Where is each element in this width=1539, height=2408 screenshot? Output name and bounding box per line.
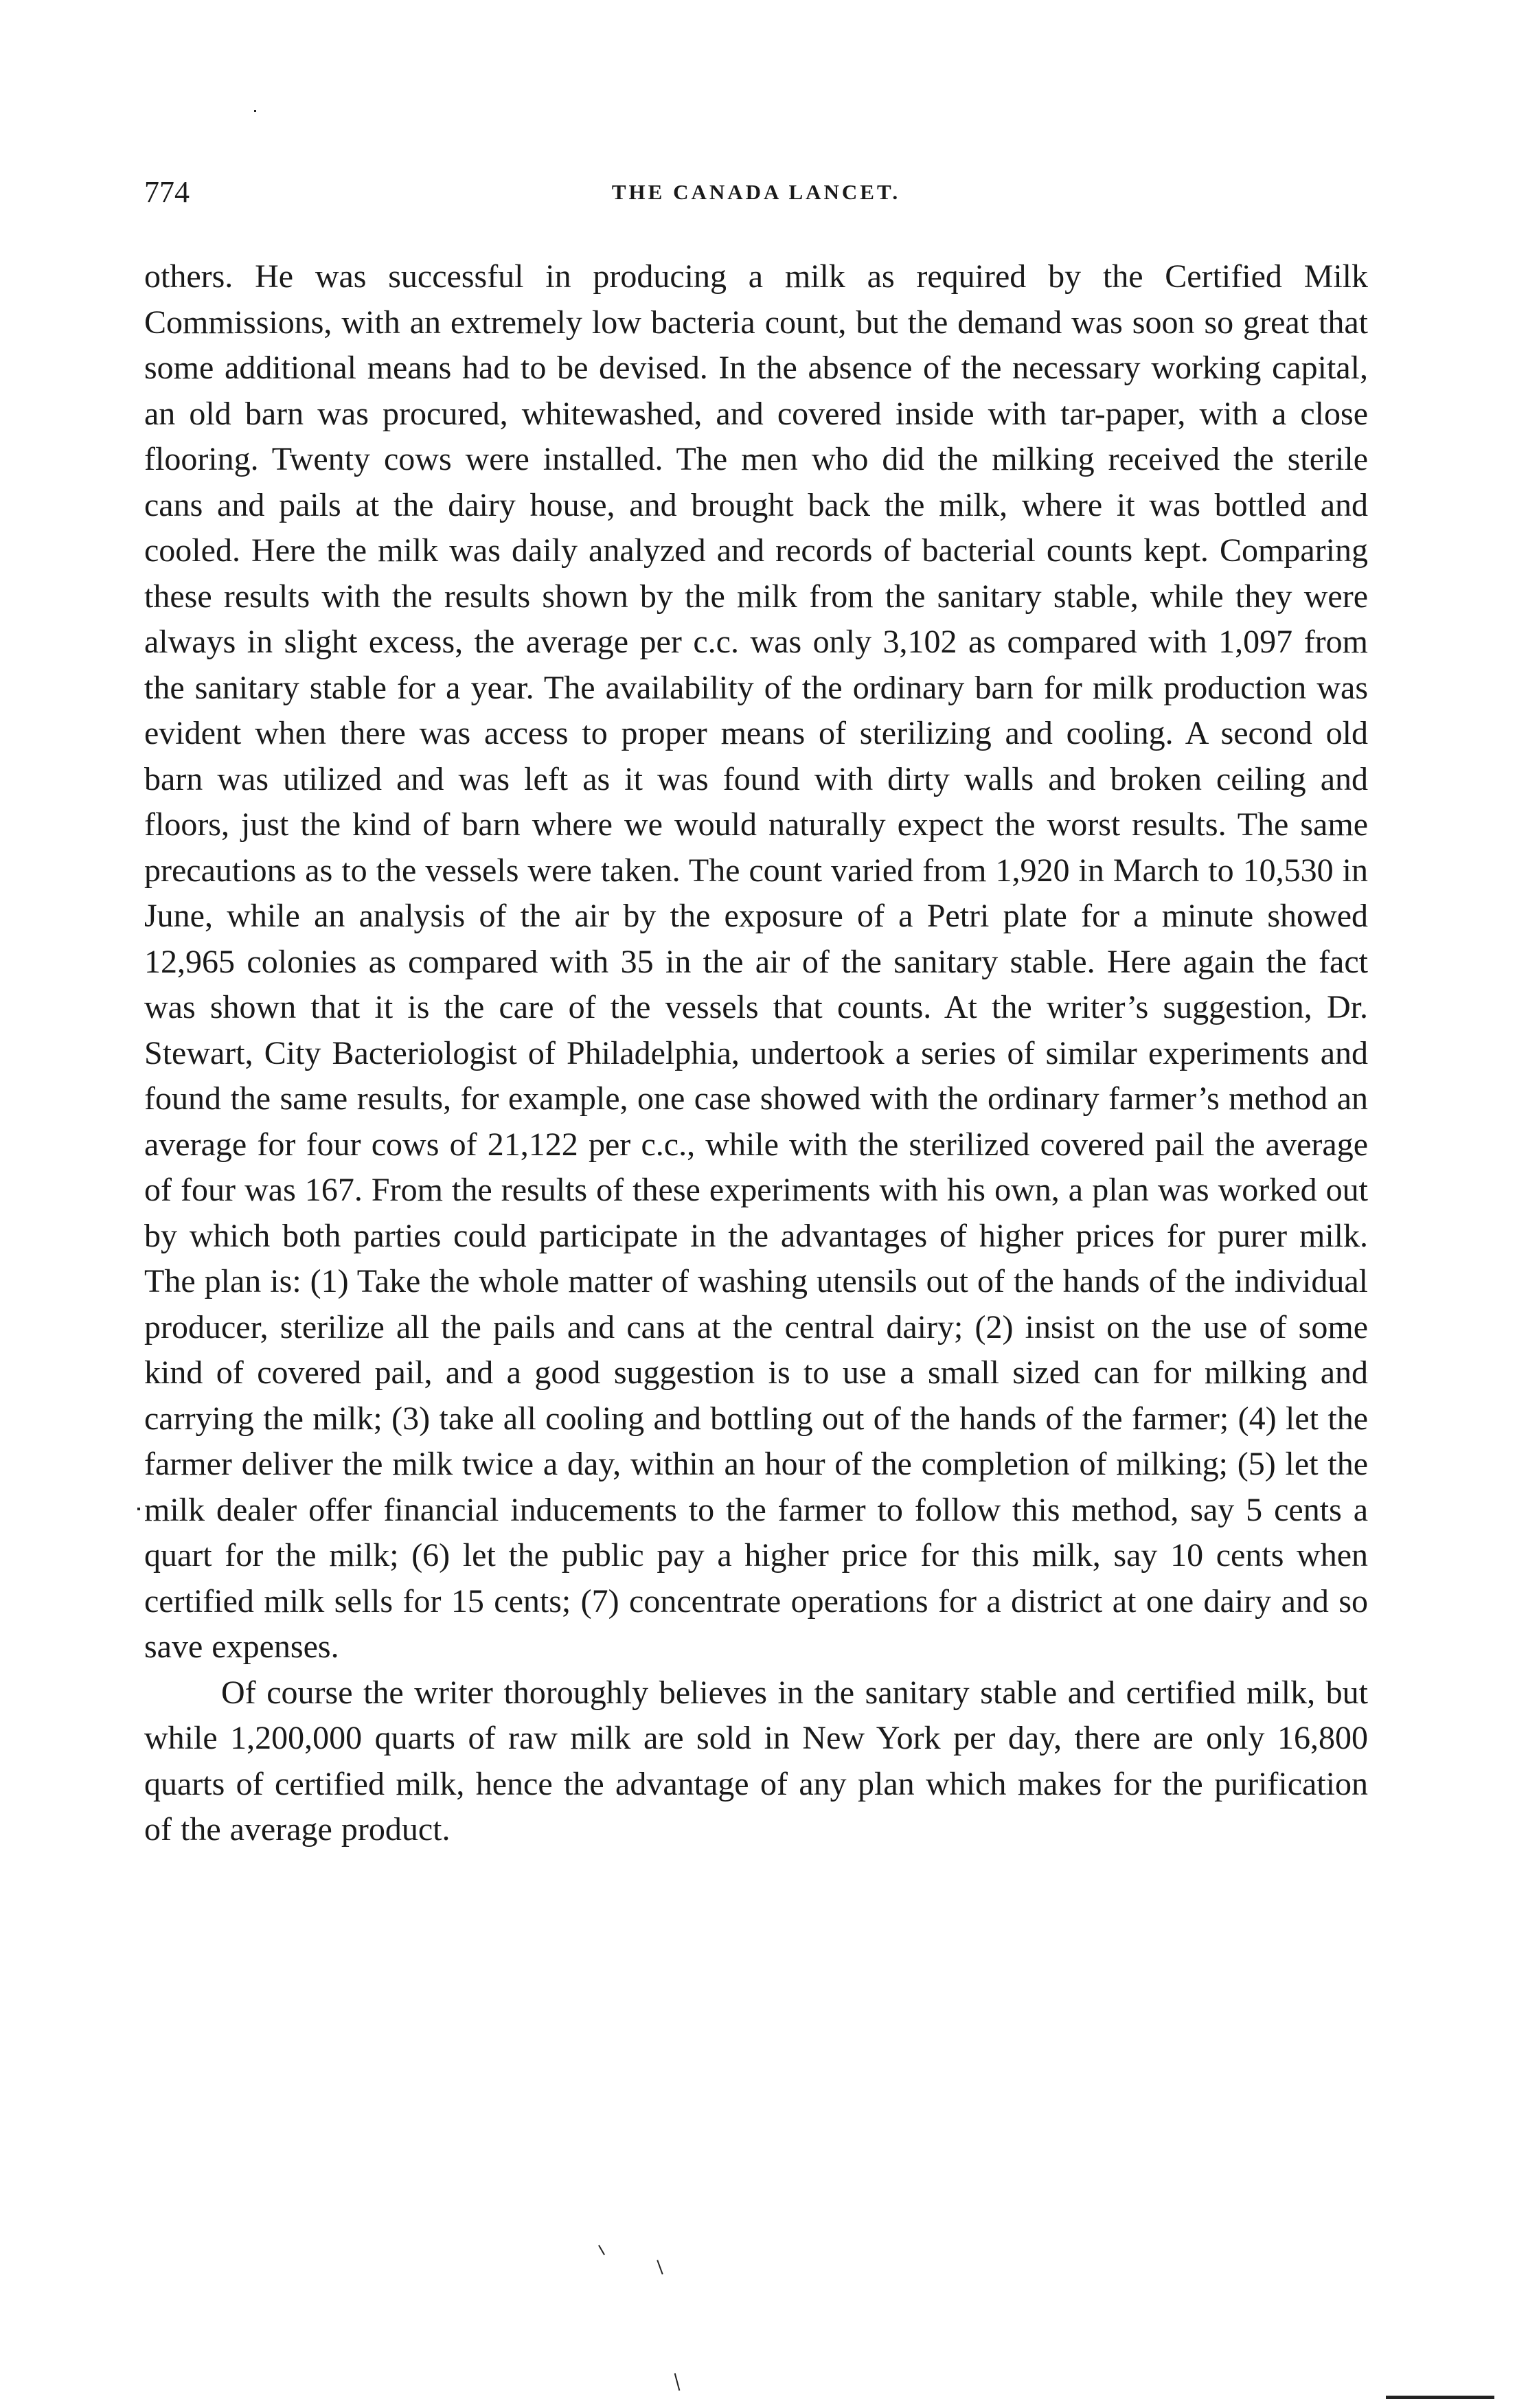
- article-body: [144, 254, 1368, 1853]
- scan-speck: [254, 110, 256, 112]
- scan-speck: [598, 2245, 605, 2256]
- page-number: 774: [144, 175, 190, 209]
- footer-rule: [1386, 2396, 1494, 2399]
- scan-speck: [674, 2373, 681, 2391]
- running-title: THE CANADA LANCET.: [611, 180, 901, 204]
- scan-speck: [657, 2260, 663, 2274]
- paragraph: Of course the writer thoroughly believes in the sanitary stable and certified milk, but while 1,200,000 quarts of raw milk are sold in New York per day, there are only 16,800 quarts of certified milk, hence the advantage of any plan which makes for the purification of the average product.: [144, 1674, 1368, 1848]
- page-header: [144, 172, 1368, 220]
- paragraph: others. He was successful in producing a milk as required by the Certified Milk Commissions, with an extremely low bacteria count, but the demand was soon so great that some additional means had to be devised. In the absence of the necessary working capital, an old barn was procured, whitewashed, and covered inside with tar-paper, with a close flooring. Twenty cows were installed. The men who did the milking received the sterile cans and pails at the dairy house, and brought back the milk, where it was bottled and cooled. Here the milk was daily analyzed and records of bacterial counts kept. Comparing these results with the results shown by the milk from the sanitary stable, while they were always in slight excess, the average per c.c. was only 3,102 as compared with 1,097 from the sanitary stable for a year. The availability of the ordinary barn for milk production was evident when there was access to proper means of sterilizing and cooling. A second old barn was utilized and was left as it was found with dirty walls and broken ceiling and floors, just the kind of barn where we would naturally expect the worst results. The same precautions as to the vessels were taken. The count varied from 1,920 in March to 10,530 in June, while an analysis of the air by the exposure of a Petri plate for a minute showed 12,965 colonies as compared with 35 in the air of the sanitary stable. Here again the fact was shown that it is the care of the vessels that counts. At the writer’s suggestion, Dr. Stewart, City Bacteriologist of Philadelphia, undertook a series of similar experiments and found the same results, for example, one case showed with the ordinary farmer’s method an average for four cows of 21,122 per c.c., while with the sterilized covered pail the average of four was 167. From the results of these experiments with his own, a plan was worked out by which both parties could participate in the advantages of higher prices for purer milk. The plan is: (1) Take the whole matter of washing utensils out of the hands of the individual producer, sterilize all the pails and cans at the central dairy; (2) insist on the use of some kind of covered pail, and a good suggestion is to use a small sized can for milking and carrying the milk; (3) take all cooling and bottling out of the hands of the farmer; (4) let the farmer deliver the milk twice a day, within an hour of the completion of milking; (5) let the milk dealer offer financial inducements to the farmer to follow this method, say 5 cents a quart for the milk; (6) let the public pay a higher price for this milk, say 10 cents when certified milk sells for 15 cents; (7) concentrate operations for a district at one dairy and so save expenses.: [144, 258, 1368, 1665]
- scan-speck: [137, 1508, 140, 1510]
